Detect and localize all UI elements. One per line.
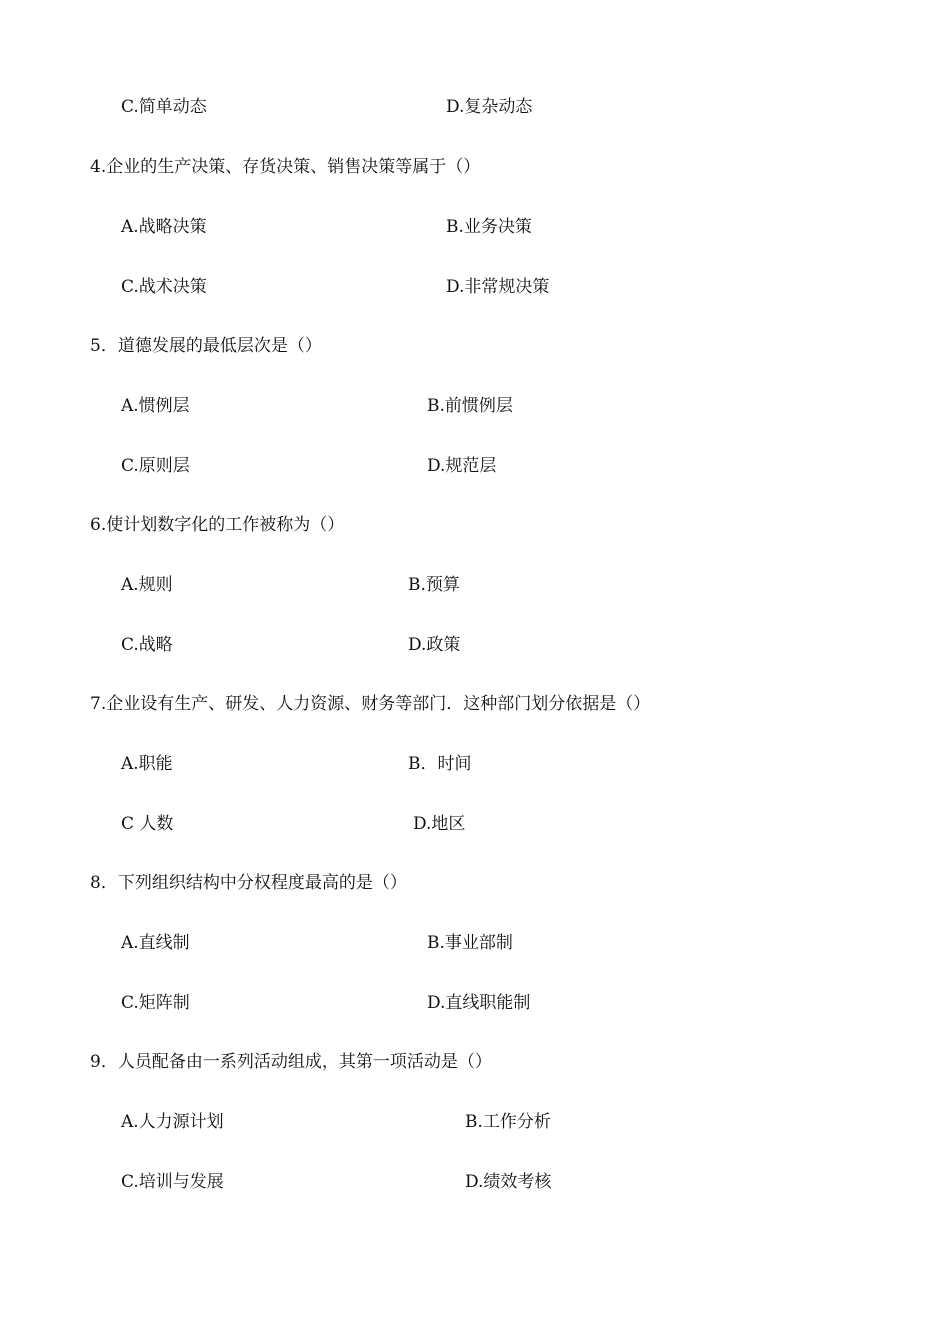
question-7-stem: 7.企业设有生产、研发、人力资源、财务等部门．这种部门划分依据是（） — [90, 694, 651, 714]
option-c: C.简单动态 — [121, 97, 207, 117]
question-8-option-a: A.直线制 — [121, 933, 190, 953]
question-7-option-b: B．时间 — [408, 754, 472, 774]
question-5-option-b: B.前惯例层 — [427, 396, 513, 416]
question-6-option-b: B.预算 — [408, 575, 460, 595]
question-5-stem: 5．道德发展的最低层次是（） — [90, 336, 322, 356]
option-d: D.复杂动态 — [446, 97, 533, 117]
question-8-option-b: B.事业部制 — [427, 933, 513, 953]
question-9-stem: 9．人员配备由一系列活动组成，其第一项活动是（） — [90, 1052, 492, 1072]
question-7-option-c: C 人数 — [121, 814, 174, 834]
question-9-option-a: A.人力源计划 — [121, 1112, 224, 1132]
question-4-option-d: D.非常规决策 — [446, 277, 550, 297]
question-5-option-a: A.惯例层 — [121, 396, 190, 416]
question-4-option-b: B.业务决策 — [446, 217, 532, 237]
question-6-option-c: C.战略 — [121, 635, 173, 655]
question-9-option-b: B.工作分析 — [465, 1112, 551, 1132]
question-8-stem: 8．下列组织结构中分权程度最高的是（） — [90, 873, 407, 893]
question-4-stem: 4.企业的生产决策、存货决策、销售决策等属于（） — [90, 157, 481, 177]
question-4-option-a: A.战略决策 — [121, 217, 207, 237]
question-8-option-d: D.直线职能制 — [427, 993, 531, 1013]
question-4-option-c: C.战术决策 — [121, 277, 207, 297]
question-6-option-a: A.规则 — [121, 575, 173, 595]
question-9-option-d: D.绩效考核 — [465, 1172, 552, 1192]
question-7-option-a: A.职能 — [121, 754, 173, 774]
question-5-option-c: C.原则层 — [121, 456, 190, 476]
question-6-option-d: D.政策 — [408, 635, 461, 655]
question-9-option-c: C.培训与发展 — [121, 1172, 224, 1192]
question-7-option-d: D.地区 — [413, 814, 466, 834]
question-8-option-c: C.矩阵制 — [121, 993, 190, 1013]
question-5-option-d: D.规范层 — [427, 456, 497, 476]
question-6-stem: 6.使计划数字化的工作被称为（） — [90, 515, 345, 535]
